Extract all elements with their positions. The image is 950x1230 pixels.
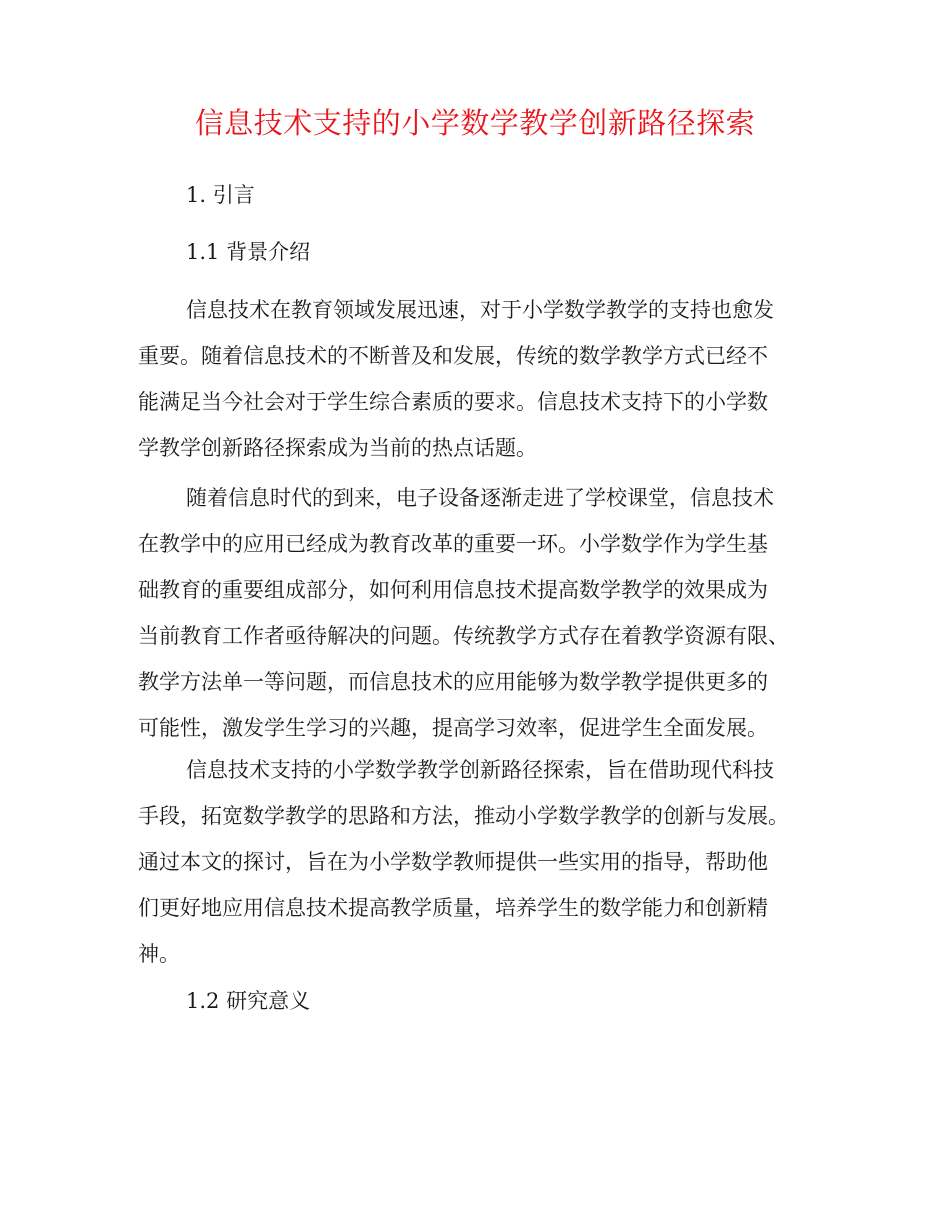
paragraph-line: 随着信息时代的到来，电子设备逐渐走进了学校课堂，信息技术	[186, 486, 774, 510]
paragraph-line: 手段，拓宽数学教学的思路和方法，推动小学数学教学的创新与发展。	[138, 804, 789, 828]
heading-background: 1.1 背景介绍	[186, 240, 311, 264]
paragraph-line: 信息技术支持的小学数学教学创新路径探索，旨在借助现代科技	[186, 758, 774, 782]
paragraph-line: 们更好地应用信息技术提高教学质量，培养学生的数学能力和创新精	[138, 896, 768, 920]
paragraph-line: 通过本文的探讨，旨在为小学数学教师提供一些实用的指导，帮助他	[138, 850, 768, 874]
heading-significance: 1.2 研究意义	[186, 989, 311, 1013]
paragraph-line: 神。	[138, 942, 180, 966]
paragraph-line: 能满足当今社会对于学生综合素质的要求。信息技术支持下的小学数	[138, 390, 768, 414]
paragraph-line: 可能性，激发学生学习的兴趣，提高学习效率，促进学生全面发展。	[138, 716, 768, 740]
paragraph-line: 学教学创新路径探索成为当前的热点话题。	[138, 436, 537, 460]
paragraph-line: 当前教育工作者亟待解决的问题。传统教学方式存在着教学资源有限、	[138, 624, 789, 648]
paragraph-line: 在教学中的应用已经成为教育改革的重要一环。小学数学作为学生基	[138, 532, 768, 556]
document-title: 信息技术支持的小学数学教学创新路径探索	[194, 106, 756, 140]
heading-introduction: 1. 引言	[186, 183, 255, 207]
paragraph-line: 信息技术在教育领域发展迅速，对于小学数学教学的支持也愈发	[186, 298, 774, 322]
paragraph-2	[138, 483, 838, 759]
paragraph-1	[138, 295, 838, 479]
paragraph-line: 重要。随着信息技术的不断普及和发展，传统的数学教学方式已经不	[138, 344, 768, 368]
paragraph-line: 础教育的重要组成部分，如何利用信息技术提高数学教学的效果成为	[138, 578, 768, 602]
paragraph-line: 教学方法单一等问题，而信息技术的应用能够为数学教学提供更多的	[138, 670, 768, 694]
paragraph-3	[138, 755, 838, 985]
